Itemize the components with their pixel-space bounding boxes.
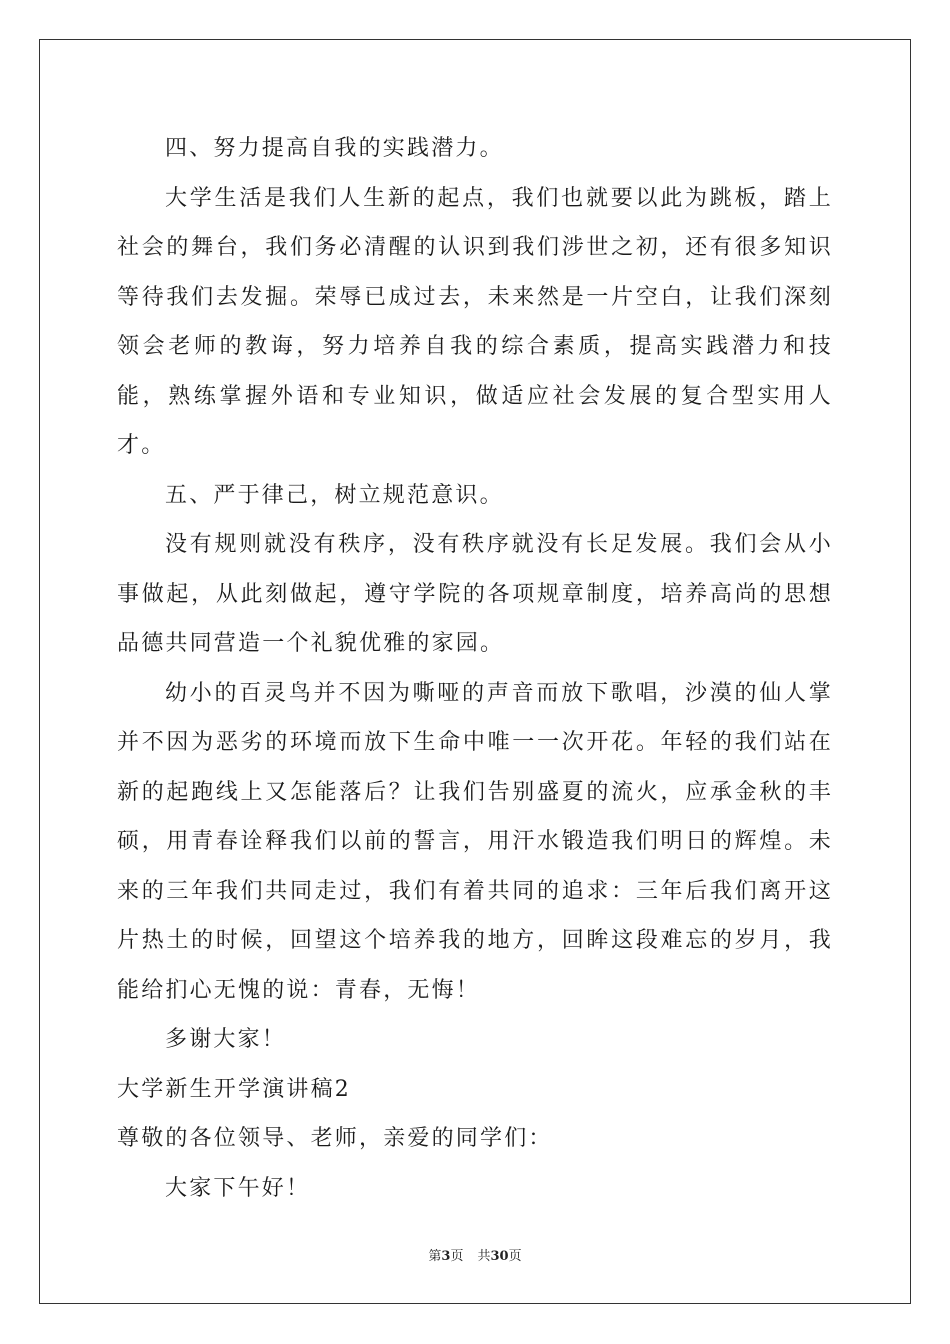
page-prefix: 第 (428, 1249, 442, 1264)
total-suffix: 页 (508, 1249, 522, 1264)
speech-title-2: 大学新生开学演讲稿2 (117, 1076, 351, 1102)
page-number: 3 (441, 1249, 451, 1264)
page-footer (0, 1248, 950, 1266)
page-suffix: 页 (450, 1249, 464, 1264)
document-body (117, 124, 833, 1213)
paragraph-youth-no-regret: 幼小的百灵鸟并不因为嘶哑的声音而放下歌唱，沙漠的仙人掌并不因为恶劣的环境而放下生命中唯一一次开花。年轻的我们站在新的起跑线上又怎能落后？让我们告别盛夏的流火，应承金秋的丰硕，用青春诠释我们以前的誓言，用汗水锻造我们明日的辉煌。未来的三年我们共同走过，我们有着共同的追求：三年后我们离开这片热土的时候，回望这个培养我的地方，回眸这段难忘的岁月，我能给扪心无愧的说：青春，无悔！ (117, 680, 833, 1003)
total-prefix: 共 (477, 1249, 491, 1264)
salutation: 尊敬的各位领导、老师，亲爱的同学们： (117, 1126, 553, 1151)
section-heading-discipline: 五、严于律己，树立规范意识。 (165, 482, 504, 508)
total-pages: 30 (490, 1249, 509, 1264)
closing-thanks: 多谢大家！ (165, 1027, 287, 1052)
greeting: 大家下午好！ (165, 1175, 311, 1201)
paragraph-rules-order: 没有规则就没有秩序，没有秩序就没有长足发展。我们会从小事做起，从此刻做起，遵守学院的各项规章制度，培养高尚的思想品德共同营造一个礼貌优雅的家园。 (117, 532, 833, 656)
paragraph-university-life: 大学生活是我们人生新的起点，我们也就要以此为跳板，踏上社会的舞台，我们务必清醒的认识到我们涉世之初，还有很多知识等待我们去发掘。荣辱已成过去，未来然是一片空白，让我们深刻领会老师的教诲，努力培养自我的综合素质，提高实践潜力和技能，熟练掌握外语和专业知识，做适应社会发展的复合型实用人才。 (117, 185, 833, 458)
section-heading-practice: 四、努力提高自我的实践潜力。 (165, 136, 504, 161)
